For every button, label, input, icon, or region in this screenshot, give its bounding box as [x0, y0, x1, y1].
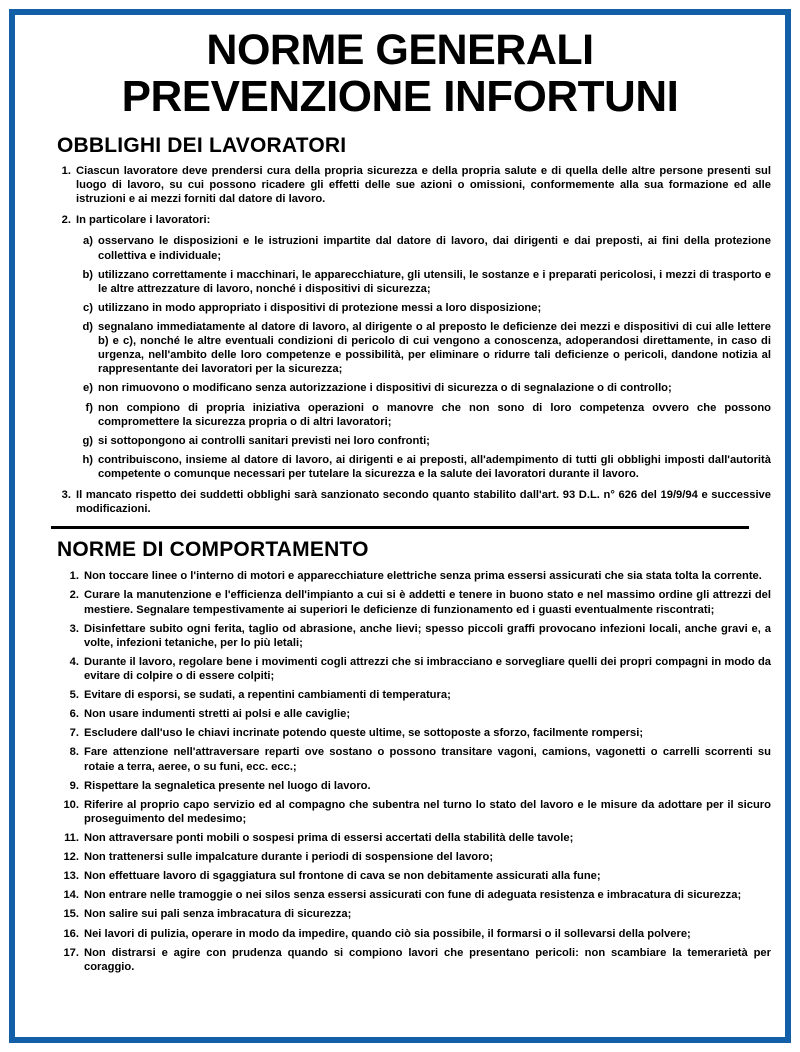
list-item-marker: 3. [61, 489, 71, 502]
list-item-text: Non attraversare ponti mobili o sospesi prima di essersi accertati della stabilità delle tavole; [84, 831, 574, 844]
list-item-marker: b) [82, 268, 93, 281]
list-item-marker: d) [82, 321, 93, 334]
list-item [77, 434, 771, 448]
list-item-text: Durante il lavoro, regolare bene i movimenti cogli attrezzi che si imbracciano e sorvegliare quelli dei propri compagni in modo da evitare di colpire o di essere colpiti; [84, 655, 771, 682]
list-item [57, 869, 771, 883]
list-item [77, 320, 771, 376]
list-item-text: Riferire al proprio capo servizio ed al compagno che subentra nel turno lo stato del lavoro e le misure da adottare per il sicuro proseguimento del medesimo; [84, 798, 771, 825]
title-line-1: NORME GENERALI [206, 26, 594, 74]
list-item [57, 588, 771, 616]
list-item-marker: 1. [69, 570, 79, 583]
list-item-text: Curare la manutenzione e l'efficienza dell'impianto a cui si è addetti e tenere in buono stato e nel massimo ordine gli attrezzi del mestiere. Segnalare tempestivamente ai superiori le deficienze di funzionamento ed i guasti eventualmente riscontrati; [84, 589, 771, 616]
section-heading-obblighi: OBBLIGHI DEI LAVORATORI [57, 134, 347, 158]
list-item [77, 401, 771, 429]
list-item-marker: 1. [61, 165, 71, 178]
list-item-marker: 14. [63, 889, 79, 902]
section-comportamento-list [29, 569, 771, 974]
list-item-text: si sottopongono ai controlli sanitari previsti nei loro confronti; [98, 434, 430, 447]
list-item-text: Escludere dall'uso le chiavi incrinate potendo queste ultime, se sottoposte a sforzo, facilmente rompersi; [84, 727, 644, 740]
list-item-text: utilizzano in modo appropriato i dispositivi di protezione messi a loro disposizione; [98, 301, 542, 314]
list-item-marker: 12. [63, 851, 79, 864]
list-item-text: Non usare indumenti stretti ai polsi e alle caviglie; [84, 708, 351, 721]
list-item [57, 726, 771, 740]
list-item-marker: 11. [64, 831, 79, 844]
list-item-marker: 3. [69, 622, 79, 635]
list-item [51, 213, 771, 227]
list-item [77, 301, 771, 315]
list-item-text: segnalano immediatamente al datore di lavoro, al dirigente o al preposto le deficienze dei mezzi e dispositivi di cui alle lettere b) e c), nonché le altre eventuali condizioni di pericolo di cui vengono a conoscenza, adoperandosi direttamente, in caso di urgenza, nell'ambito delle loro competenze e possibilità, per eliminare o ridurre tali deficienze o pericoli, dandone notizia al rappresentante dei lavoratori per la sicurezza; [98, 321, 771, 376]
list-item-text: Rispettare la segnaletica presente nel luogo di lavoro. [84, 779, 371, 792]
poster-border-frame [9, 9, 791, 1043]
list-item [57, 707, 771, 721]
list-item-text: Fare attenzione nell'attraversare reparti ove sostano o possono transitare vagoni, camions, vagonetti o carrelli scorrenti su rotaie a terra, aeree, o su funi, ecc. ecc.; [84, 746, 771, 773]
list-item-text: non compiono di propria iniziativa operazioni o manovre che non sono di loro competenza ovvero che possono compromettere la sicurezza propria o di altri lavoratori; [98, 401, 771, 428]
list-item-text: Nei lavori di pulizia, operare in modo da impedire, quando ciò sia possibile, il formarsi o il sollevarsi della polvere; [84, 927, 691, 940]
list-item [57, 850, 771, 864]
list-item [57, 745, 771, 773]
list-item-text: Il mancato rispetto dei suddetti obblighi sarà sanzionato secondo quanto stabilito dall'art. 93 D.L. n° 626 del 19/9/94 e successive modificazioni. [76, 489, 771, 516]
list-item [57, 831, 771, 845]
list-item-marker: 5. [69, 689, 79, 702]
list-item-text: In particolare i lavoratori: [76, 214, 211, 227]
section-divider [51, 526, 749, 529]
list-item-text: Non trattenersi sulle impalcature durante i periodi di sospensione del lavoro; [84, 851, 494, 864]
list-item-marker: 8. [69, 746, 79, 759]
list-item-text: Evitare di esporsi, se sudati, a repentini cambiamenti di temperatura; [84, 689, 451, 702]
list-item-text: Ciascun lavoratore deve prendersi cura della propria sicurezza e della propria salute e di quella delle altre persone presenti sul luogo di lavoro, su cui possono ricadere gli effetti delle sue azioni o omissioni, conformemente alla sua formazione ed alle istruzioni e ai mezzi forniti dal datore di lavoro. [76, 165, 771, 206]
list-item-marker: c) [83, 301, 93, 314]
list-item-marker: 2. [61, 214, 71, 227]
list-item-marker: a) [83, 235, 93, 248]
list-item-marker: 2. [69, 589, 79, 602]
list-item [57, 688, 771, 702]
list-item [77, 234, 771, 262]
list-item [77, 381, 771, 395]
list-item [51, 164, 771, 206]
list-item-marker: 7. [69, 727, 79, 740]
list-item [57, 946, 771, 974]
list-item-text: Non toccare linee o l'interno di motori e apparecchiature elettriche senza prima essersi assicurati che sia stata tolta la corrente. [84, 570, 762, 583]
section-heading-comportamento: NORME DI COMPORTAMENTO [57, 538, 369, 562]
list-item-marker: e) [83, 382, 93, 395]
list-item-text: Non effettuare lavoro di sgaggiatura sul frontone di cava se non debitamente assicurati alla fune; [84, 870, 601, 883]
list-item-text: contribuiscono, insieme al datore di lavoro, ai dirigenti e ai preposti, all'adempimento di tutti gli obblighi imposti dall'autorità competente o comunque necessari per tutelare la sicurezza e la salute dei lavoratori durante il lavoro. [98, 453, 771, 481]
list-item-marker: 6. [69, 708, 79, 721]
list-item [57, 907, 771, 921]
list-item-marker: 13. [63, 870, 79, 883]
list-item-text: Disinfettare subito ogni ferita, taglio od abrasione, anche lievi; spesso piccoli graffi provocano infezioni locali, anche gravi e, a volte, infezioni tetaniche, per lo più letali; [84, 622, 771, 649]
poster-title [29, 26, 771, 121]
list-item-text: Non salire sui pali senza imbracatura di sicurezza; [84, 908, 352, 921]
list-item [57, 569, 771, 583]
section-obblighi-list [29, 164, 771, 516]
list-item-marker: h) [82, 453, 93, 466]
list-item-marker: 17. [63, 946, 79, 959]
list-item-text: utilizzano correttamente i macchinari, le apparecchiature, gli utensili, le sostanze e i preparati pericolosi, i mezzi di trasporto e le altre attrezzature di lavoro, nonché i dispositivi di sicurezza; [98, 268, 771, 295]
list-item-text: osservano le disposizioni e le istruzioni impartite dal datore di lavoro, dai dirigenti e dai preposti, ai fini della protezione collettiva e individuale; [98, 235, 771, 262]
title-line-2: PREVENZIONE INFORTUNI [121, 71, 679, 121]
list-item-marker: 15. [63, 908, 79, 921]
list-item-marker: 10. [63, 798, 79, 811]
list-item [57, 798, 771, 826]
list-item [57, 779, 771, 793]
list-item-text: non rimuovono o modificano senza autorizzazione i dispositivi di sicurezza o di segnalazione o di controllo; [98, 382, 672, 395]
list-item [77, 268, 771, 296]
list-item-marker: 16. [63, 927, 79, 940]
list-item [77, 453, 771, 481]
list-item [57, 888, 771, 902]
list-item [57, 927, 771, 941]
list-item [57, 622, 771, 650]
list-item-text: Non entrare nelle tramoggie o nei silos senza essersi assicurati con fune di adeguata resistenza e imbracatura di sicurezza; [84, 889, 742, 902]
list-item-marker: f) [85, 401, 93, 414]
list-item-marker: g) [82, 434, 93, 447]
list-item [57, 655, 771, 683]
list-item-text: Non distrarsi e agire con prudenza quando si compiono lavori che presentano pericoli: non scambiare la temerarietà per coraggio. [84, 946, 771, 973]
list-item-marker: 4. [69, 655, 79, 668]
list-item-marker: 9. [69, 779, 79, 792]
list-item [51, 488, 771, 516]
